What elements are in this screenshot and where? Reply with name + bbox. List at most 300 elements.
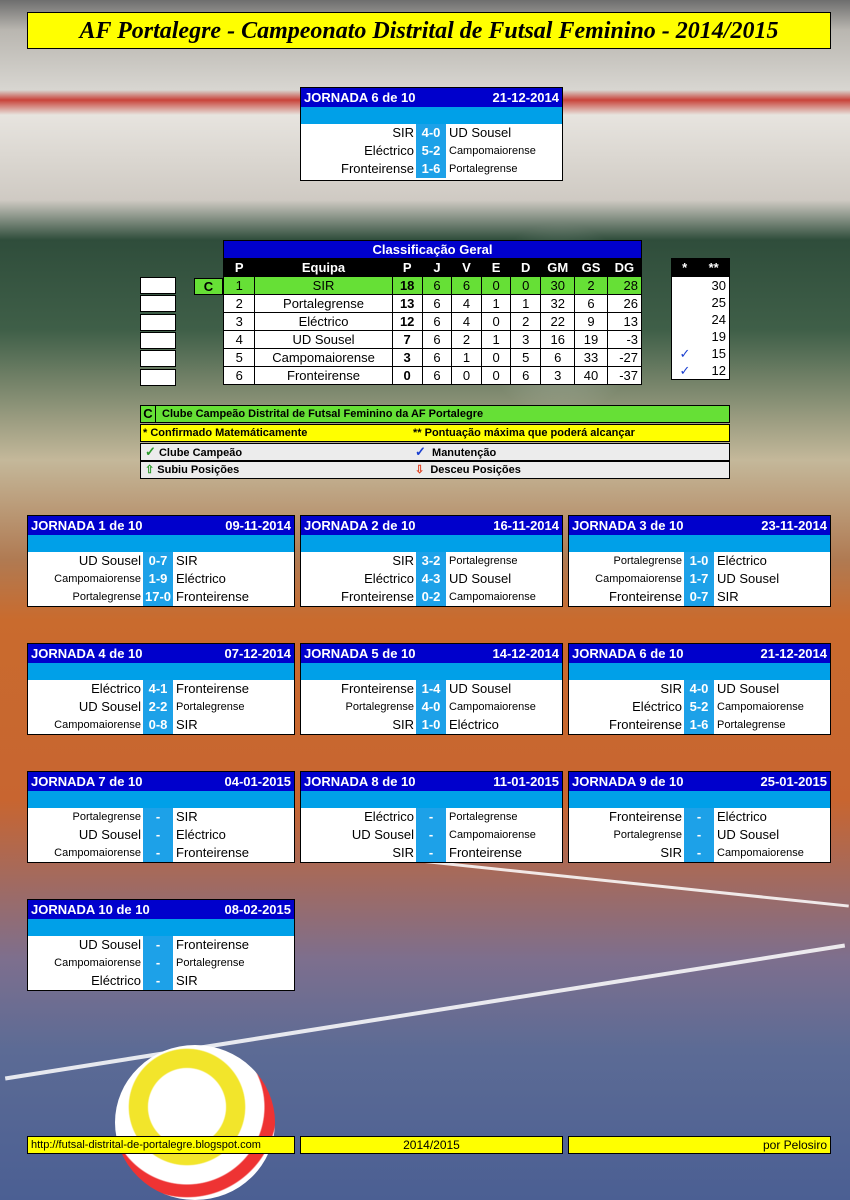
standings-cell-j: 6 (422, 313, 451, 331)
standings-cell-d: 1 (511, 295, 541, 313)
check-icon: ✓ (145, 444, 156, 459)
match-row (569, 716, 830, 734)
standings-row (224, 295, 642, 313)
legend-down-label: Desceu Posições (430, 464, 521, 476)
standings-header: GM (541, 259, 575, 277)
standings-cell-j: 6 (422, 331, 451, 349)
round-box (27, 515, 295, 607)
standings-cell-dg: 26 (607, 295, 641, 313)
standings-cell-d: 2 (511, 313, 541, 331)
max-points-value: 30 (698, 277, 730, 295)
match-score: 4-0 (416, 124, 446, 142)
standings-cell-team: Campomaiorense (255, 349, 392, 367)
home-team: Eléctrico (364, 143, 414, 158)
match-row (301, 808, 562, 826)
round-header (28, 772, 294, 791)
away-team: UD Sousel (717, 827, 780, 842)
standings-cell-gm: 16 (541, 331, 575, 349)
match-score: - (684, 826, 714, 844)
away-team: Portalegrense (449, 811, 518, 823)
round-header (569, 644, 830, 663)
away-team: SIR (176, 809, 198, 824)
standings-header: J (422, 259, 451, 277)
position-change-cell (140, 277, 176, 294)
match-row (301, 570, 562, 588)
home-team: Eléctrico (632, 699, 682, 714)
round-label: JORNADA 6 de 10 (304, 90, 416, 105)
page-title: AF Portalegre - Campeonato Distrital de Futsal Feminino - 2014/2015 (27, 12, 831, 49)
position-change-cell (140, 314, 176, 331)
standings-cell-j: 6 (422, 295, 451, 313)
away-team: Fronteirense (176, 589, 249, 604)
check-icon: ✓ (672, 362, 698, 380)
standings-row (224, 349, 642, 367)
home-team: SIR (660, 681, 682, 696)
round-date: 11-01-2015 (493, 774, 559, 789)
round-header (301, 644, 562, 663)
home-team: Fronteirense (609, 809, 682, 824)
round-subheader (28, 791, 294, 808)
match-score: - (143, 972, 173, 990)
away-team: Campomaiorense (449, 701, 536, 713)
legend-confirmed: * Confirmado Matemáticamente (143, 427, 308, 439)
away-team: Fronteirense (449, 845, 522, 860)
round-subheader (301, 535, 562, 552)
match-score: 0-7 (143, 552, 173, 570)
match-score: 1-7 (684, 570, 714, 588)
max-points-row (672, 277, 730, 295)
match-score: 1-6 (416, 160, 446, 178)
match-row (28, 826, 294, 844)
match-row (28, 680, 294, 698)
home-team: Portalegrense (345, 701, 414, 713)
max-points-row (672, 362, 730, 380)
match-score: - (143, 808, 173, 826)
home-team: Fronteirense (341, 589, 414, 604)
home-team: SIR (392, 717, 414, 732)
footer-url[interactable]: http://futsal-distrital-de-portalegre.blogspot.com (27, 1136, 295, 1154)
home-team: Eléctrico (364, 571, 414, 586)
standings-cell-team: Portalegrense (255, 295, 392, 313)
round-header (301, 516, 562, 535)
round-subheader (569, 535, 830, 552)
match-row (28, 844, 294, 862)
standings-cell-dg: -37 (607, 367, 641, 385)
max-points-row (672, 311, 730, 328)
standings-cell-gs: 19 (575, 331, 607, 349)
standings-cell-dg: 28 (607, 277, 641, 295)
match-score: - (416, 826, 446, 844)
away-team: Portalegrense (176, 701, 245, 713)
standings-cell-j: 6 (422, 277, 451, 295)
standings-cell-pts: 13 (392, 295, 422, 313)
round-subheader (28, 663, 294, 680)
check-icon (672, 311, 698, 328)
standings-cell-v: 0 (452, 367, 482, 385)
away-team: Portalegrense (176, 957, 245, 969)
match-row (28, 552, 294, 570)
match-row (301, 844, 562, 862)
match-score: 5-2 (684, 698, 714, 716)
home-team: Portalegrense (72, 811, 141, 823)
match-row (301, 552, 562, 570)
match-row (301, 716, 562, 734)
round-subheader (301, 791, 562, 808)
standings-cell-d: 5 (511, 349, 541, 367)
round-subheader (28, 919, 294, 936)
away-team: SIR (176, 973, 198, 988)
home-team: Fronteirense (341, 681, 414, 696)
match-score: 17-0 (144, 589, 172, 604)
standings-cell-d: 6 (511, 367, 541, 385)
home-team: Campomaiorense (54, 847, 141, 859)
standings-header: GS (575, 259, 607, 277)
match-score: 2-2 (143, 698, 173, 716)
standings-row (224, 331, 642, 349)
standings-cell-v: 1 (452, 349, 482, 367)
legend-stay-label: Manutenção (432, 447, 497, 459)
standings-cell-pts: 12 (392, 313, 422, 331)
home-team: Eléctrico (364, 809, 414, 824)
standings-cell-team: Fronteirense (255, 367, 392, 385)
standings-cell-gs: 40 (575, 367, 607, 385)
away-team: UD Sousel (717, 571, 780, 586)
home-team: SIR (392, 125, 414, 140)
max-points-value: 15 (698, 345, 730, 362)
match-score: - (416, 808, 446, 826)
round-label: JORNADA 1 de 10 (31, 518, 143, 533)
match-score: 0-2 (416, 588, 446, 606)
round-label: JORNADA 8 de 10 (304, 774, 416, 789)
match-row (569, 680, 830, 698)
footer-season: 2014/2015 (300, 1136, 563, 1154)
standings-cell-e: 1 (481, 295, 511, 313)
standings-cell-v: 2 (452, 331, 482, 349)
match-score: - (684, 808, 714, 826)
standings-cell-pos: 5 (224, 349, 255, 367)
match-row (301, 826, 562, 844)
match-score: - (143, 844, 173, 862)
standings-header: DG (607, 259, 641, 277)
match-score: 4-1 (143, 680, 173, 698)
home-team: UD Sousel (78, 553, 141, 568)
featured-round (300, 87, 563, 181)
match-score: 4-0 (416, 698, 446, 716)
standings-cell-pts: 3 (392, 349, 422, 367)
standings-cell-dg: -27 (607, 349, 641, 367)
home-team: SIR (392, 553, 414, 568)
home-team: Campomaiorense (54, 957, 141, 969)
standings-cell-team: UD Sousel (255, 331, 392, 349)
away-team: SIR (176, 717, 198, 732)
standings-cell-gs: 9 (575, 313, 607, 331)
court-line (381, 855, 849, 907)
match-row (301, 698, 562, 716)
match-row (569, 570, 830, 588)
home-team: Portalegrense (613, 829, 682, 841)
check-icon (672, 294, 698, 311)
standings-cell-pts: 7 (392, 331, 422, 349)
away-team: Eléctrico (717, 809, 767, 824)
check-icon: ✓ (672, 345, 698, 362)
max-points-header: ** (698, 259, 730, 277)
standings-cell-d: 3 (511, 331, 541, 349)
standings-cell-dg: -3 (607, 331, 641, 349)
round-label: JORNADA 5 de 10 (304, 646, 416, 661)
round-header (28, 644, 294, 663)
match-row (28, 588, 294, 606)
match-score: 1-0 (684, 552, 714, 570)
round-date: 14-12-2014 (492, 646, 559, 661)
home-team: SIR (660, 845, 682, 860)
match-row (28, 698, 294, 716)
away-team: Fronteirense (176, 681, 249, 696)
match-score: - (684, 844, 714, 862)
legend-up-label: Subiu Posições (157, 464, 240, 476)
match-score: 1-6 (684, 716, 714, 734)
standings-cell-pts: 0 (392, 367, 422, 385)
position-change-cell (140, 369, 176, 386)
match-row (569, 698, 830, 716)
standings-cell-pos: 2 (224, 295, 255, 313)
check-icon: ✓ (415, 444, 426, 459)
round-header (28, 900, 294, 919)
standings-cell-d: 0 (511, 277, 541, 295)
home-team: Fronteirense (609, 589, 682, 604)
match-row (569, 826, 830, 844)
home-team: Portalegrense (613, 555, 682, 567)
round-date: 25-01-2015 (760, 774, 827, 789)
match-score: 1-9 (143, 570, 173, 588)
legend-c-text: Clube Campeão Distrital de Futsal Feminino da AF Portalegre (162, 408, 484, 420)
match-score: 1-0 (416, 716, 446, 734)
round-box (27, 899, 295, 991)
match-score: 1-4 (416, 680, 446, 698)
round-box (568, 643, 831, 735)
standings-table (223, 240, 642, 385)
standings-cell-pts: 18 (392, 277, 422, 295)
home-team: Eléctrico (91, 681, 141, 696)
round-subheader (569, 791, 830, 808)
match-score: 4-0 (684, 680, 714, 698)
round-label: JORNADA 3 de 10 (572, 518, 684, 533)
standings-cell-gs: 6 (575, 295, 607, 313)
standings-cell-gm: 30 (541, 277, 575, 295)
away-team: Eléctrico (717, 553, 767, 568)
standings-cell-v: 4 (452, 295, 482, 313)
match-score: 4-3 (416, 570, 446, 588)
footer-author: por Pelosiro (568, 1136, 831, 1154)
standings-cell-pos: 1 (224, 277, 255, 295)
away-team: Eléctrico (449, 717, 499, 732)
round-date: 08-02-2015 (224, 902, 291, 917)
legend-c-mark: C (141, 406, 156, 422)
match-row (28, 570, 294, 588)
match-row (301, 124, 562, 142)
match-row (569, 844, 830, 862)
position-change-cell (140, 350, 176, 367)
match-row (301, 142, 562, 160)
standings-cell-v: 6 (452, 277, 482, 295)
legend-status (140, 443, 730, 461)
away-team: Campomaiorense (717, 701, 804, 713)
standings-cell-e: 0 (481, 277, 511, 295)
match-score: - (143, 936, 173, 954)
round-date: 21-12-2014 (492, 90, 559, 105)
home-team: Portalegrense (72, 591, 141, 603)
max-points-table (671, 258, 730, 380)
standings-header: Equipa (255, 259, 392, 277)
standings-cell-pos: 3 (224, 313, 255, 331)
match-score: 5-2 (416, 142, 446, 160)
standings-cell-e: 0 (481, 349, 511, 367)
standings-cell-e: 1 (481, 331, 511, 349)
standings-cell-v: 4 (452, 313, 482, 331)
away-team: Fronteirense (176, 845, 249, 860)
round-label: JORNADA 7 de 10 (31, 774, 143, 789)
champion-mark: C (194, 278, 223, 295)
away-team: Eléctrico (176, 827, 226, 842)
round-box (300, 515, 563, 607)
away-team: Campomaiorense (449, 591, 536, 603)
home-team: Fronteirense (609, 717, 682, 732)
match-row (28, 936, 294, 954)
standings-header: E (481, 259, 511, 277)
round-header (28, 516, 294, 535)
home-team: UD Sousel (78, 699, 141, 714)
check-icon (672, 328, 698, 345)
round-subheader (301, 663, 562, 680)
away-team: UD Sousel (717, 681, 780, 696)
round-header (569, 516, 830, 535)
round-subheader (28, 535, 294, 552)
position-change-cell (140, 332, 176, 349)
standings-cell-team: Eléctrico (255, 313, 392, 331)
standings-row (224, 367, 642, 385)
round-label: JORNADA 9 de 10 (572, 774, 684, 789)
away-team: SIR (717, 589, 739, 604)
match-score: - (416, 844, 446, 862)
standings-cell-gm: 32 (541, 295, 575, 313)
round-box (568, 515, 831, 607)
legend-champion (140, 405, 730, 423)
home-team: Campomaiorense (595, 573, 682, 585)
round-header (569, 772, 830, 791)
max-points-value: 25 (698, 294, 730, 311)
legend-movement (140, 461, 730, 479)
max-points-value: 12 (698, 362, 730, 380)
check-icon (672, 277, 698, 295)
away-team: UD Sousel (449, 571, 512, 586)
position-change-cell (140, 295, 176, 312)
round-box (568, 771, 831, 863)
away-team: Fronteirense (176, 937, 249, 952)
match-row (569, 552, 830, 570)
legend-notes (140, 424, 730, 442)
home-team: Campomaiorense (54, 573, 141, 585)
legend-max-points: ** Pontuação máxima que poderá alcançar (413, 427, 635, 439)
away-team: Portalegrense (717, 719, 786, 731)
standings-cell-gs: 2 (575, 277, 607, 295)
home-team: UD Sousel (78, 827, 141, 842)
standings-row (224, 277, 642, 295)
away-team: UD Sousel (449, 125, 512, 140)
standings-cell-dg: 13 (607, 313, 641, 331)
max-points-header: * (672, 259, 698, 277)
match-row (569, 588, 830, 606)
standings-cell-team: SIR (255, 277, 392, 295)
match-row (28, 716, 294, 734)
away-team: Campomaiorense (449, 829, 536, 841)
match-row (28, 954, 294, 972)
round-header (301, 88, 562, 107)
round-label: JORNADA 6 de 10 (572, 646, 684, 661)
round-box (300, 771, 563, 863)
match-row (28, 972, 294, 990)
away-team: Portalegrense (449, 163, 518, 175)
standings-row (224, 313, 642, 331)
round-box (27, 643, 295, 735)
arrow-down-icon: ⇩ (415, 464, 425, 476)
round-header (301, 772, 562, 791)
max-points-value: 24 (698, 311, 730, 328)
home-team: Fronteirense (341, 161, 414, 176)
match-row (301, 160, 562, 178)
round-date: 09-11-2014 (225, 518, 291, 533)
match-score: 0-7 (684, 588, 714, 606)
standings-header: V (452, 259, 482, 277)
futsal-ball (115, 1045, 275, 1200)
max-points-row (672, 345, 730, 362)
home-team: SIR (392, 845, 414, 860)
away-team: Campomaiorense (449, 145, 536, 157)
max-points-row (672, 328, 730, 345)
legend-champion-label: Clube Campeão (158, 447, 243, 459)
standings-cell-e: 0 (481, 313, 511, 331)
round-subheader (569, 663, 830, 680)
standings-cell-pos: 4 (224, 331, 255, 349)
away-team: Campomaiorense (717, 847, 804, 859)
standings-cell-pos: 6 (224, 367, 255, 385)
standings-cell-j: 6 (422, 349, 451, 367)
standings-cell-gm: 3 (541, 367, 575, 385)
round-label: JORNADA 2 de 10 (304, 518, 416, 533)
home-team: Eléctrico (91, 973, 141, 988)
match-score: - (143, 954, 173, 972)
round-subheader (301, 107, 562, 124)
away-team: Eléctrico (176, 571, 226, 586)
standings-header: P (392, 259, 422, 277)
standings-cell-gm: 6 (541, 349, 575, 367)
standings-cell-j: 6 (422, 367, 451, 385)
match-score: - (143, 826, 173, 844)
round-label: JORNADA 4 de 10 (31, 646, 143, 661)
match-row (301, 588, 562, 606)
round-label: JORNADA 10 de 10 (31, 902, 150, 917)
standings-header: D (511, 259, 541, 277)
round-date: 16-11-2014 (493, 518, 559, 533)
round-date: 04-01-2015 (224, 774, 291, 789)
match-score: 0-8 (143, 716, 173, 734)
round-box (300, 643, 563, 735)
standings-title: Classificação Geral (224, 241, 642, 259)
max-points-value: 19 (698, 328, 730, 345)
home-team: Campomaiorense (54, 719, 141, 731)
standings-cell-gm: 22 (541, 313, 575, 331)
round-date: 07-12-2014 (224, 646, 291, 661)
match-row (301, 680, 562, 698)
round-date: 23-11-2014 (761, 518, 827, 533)
